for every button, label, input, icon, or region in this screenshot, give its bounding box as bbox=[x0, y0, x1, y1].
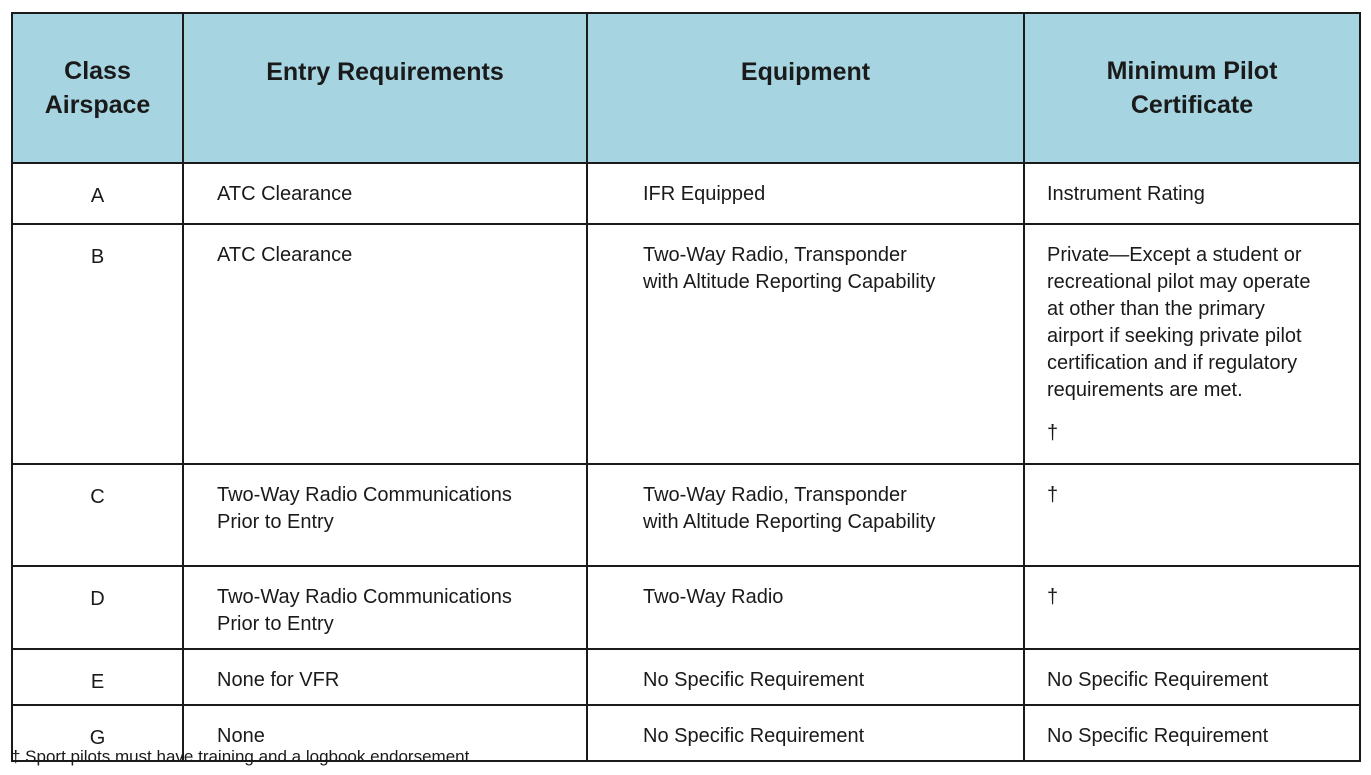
table-body bbox=[12, 163, 1360, 761]
equipment-cell bbox=[587, 649, 1024, 705]
equipment-text: No Specific Requirement bbox=[643, 725, 865, 747]
class-letter: E bbox=[90, 671, 105, 693]
class-letter: B bbox=[90, 246, 105, 268]
pilot-certificate-text: airport if seeking private pilot bbox=[1047, 325, 1302, 347]
class-cell-content bbox=[13, 650, 182, 696]
minimum-pilot-certificate-cell bbox=[1024, 566, 1360, 649]
entry-requirements-cell bbox=[183, 464, 587, 566]
equipment-cell-content bbox=[588, 465, 1023, 546]
minimum-pilot-certificate-cell bbox=[1024, 649, 1360, 705]
header-row bbox=[12, 13, 1360, 163]
equipment-cell bbox=[587, 464, 1024, 566]
table-row bbox=[12, 566, 1360, 649]
minimum-pilot-certificate-cell-content bbox=[1025, 225, 1359, 457]
class-cell bbox=[12, 163, 183, 224]
sport-pilot-footnote: † Sport pilots must have training and a logbook endorsement. bbox=[11, 747, 475, 766]
class-letter: D bbox=[90, 588, 105, 610]
minimum-pilot-certificate-cell-content bbox=[1025, 567, 1359, 621]
pilot-certificate-text: at other than the primary bbox=[1047, 298, 1265, 320]
class-cell-content bbox=[13, 567, 182, 613]
class-cell bbox=[12, 464, 183, 566]
equipment-cell-content bbox=[588, 164, 1023, 218]
pilot-certificate-text: † bbox=[1047, 586, 1059, 608]
pilot-certificate-text: Private—Except a student or bbox=[1047, 244, 1302, 266]
entry-requirements-cell-content bbox=[184, 567, 586, 648]
minimum-pilot-certificate-cell-content bbox=[1025, 164, 1359, 218]
header-equipment-label: Equipment bbox=[740, 57, 871, 86]
equipment-text: Two-Way Radio, Transponder bbox=[643, 484, 907, 506]
pilot-certificate-text: requirements are met. bbox=[1047, 379, 1243, 401]
equipment-text: Two-Way Radio, Transponder bbox=[643, 244, 907, 266]
header-entry-requirements bbox=[183, 13, 587, 163]
equipment-text: No Specific Requirement bbox=[643, 669, 865, 691]
entry-requirements-cell bbox=[183, 224, 587, 464]
pilot-certificate-text: † bbox=[1047, 484, 1059, 506]
class-cell-content bbox=[13, 465, 182, 511]
table-row bbox=[12, 163, 1360, 224]
entry-requirement-text: None bbox=[217, 725, 265, 747]
class-cell-content bbox=[13, 225, 182, 271]
equipment-cell bbox=[587, 163, 1024, 224]
header-equipment bbox=[587, 13, 1024, 163]
equipment-text: with Altitude Reporting Capability bbox=[643, 271, 936, 293]
minimum-pilot-certificate-cell bbox=[1024, 464, 1360, 566]
equipment-cell bbox=[587, 705, 1024, 761]
header-minimum-pilot-certificate bbox=[1024, 13, 1360, 163]
equipment-cell-content bbox=[588, 706, 1023, 760]
entry-requirements-cell-content bbox=[184, 164, 586, 218]
equipment-text: with Altitude Reporting Capability bbox=[643, 511, 936, 533]
class-cell bbox=[12, 224, 183, 464]
minimum-pilot-certificate-cell bbox=[1024, 224, 1360, 464]
table-row bbox=[12, 649, 1360, 705]
class-cell-content bbox=[13, 164, 182, 210]
class-cell bbox=[12, 649, 183, 705]
header-pilot-line1: Minimum Pilot bbox=[1106, 57, 1278, 85]
entry-requirement-text: Prior to Entry bbox=[217, 511, 334, 533]
entry-requirement-text: ATC Clearance bbox=[217, 244, 353, 266]
table-row bbox=[12, 224, 1360, 464]
minimum-pilot-certificate-cell-content bbox=[1025, 706, 1359, 760]
entry-requirement-text: ATC Clearance bbox=[217, 183, 353, 205]
equipment-cell-content bbox=[588, 650, 1023, 704]
equipment-cell-content bbox=[588, 567, 1023, 621]
class-letter: A bbox=[90, 185, 105, 207]
minimum-pilot-certificate-cell-content bbox=[1025, 465, 1359, 519]
equipment-cell-content bbox=[588, 225, 1023, 306]
entry-requirement-text: Two-Way Radio Communications bbox=[217, 484, 512, 506]
entry-requirements-cell bbox=[183, 566, 587, 649]
header-class-airspace bbox=[12, 13, 183, 163]
entry-requirement-text: Prior to Entry bbox=[217, 613, 334, 635]
entry-requirement-text: Two-Way Radio Communications bbox=[217, 586, 512, 608]
pilot-certificate-text: Instrument Rating bbox=[1047, 183, 1205, 205]
entry-requirements-cell-content bbox=[184, 650, 586, 704]
class-letter: G bbox=[89, 727, 106, 749]
pilot-certificate-text: No Specific Requirement bbox=[1047, 725, 1269, 747]
equipment-cell bbox=[587, 224, 1024, 464]
header-class-line2: Airspace bbox=[44, 91, 151, 119]
sport-pilot-dagger-note: † bbox=[1047, 422, 1059, 444]
equipment-text: IFR Equipped bbox=[643, 183, 766, 205]
header-class-line1: Class bbox=[64, 57, 131, 85]
header-entry-label: Entry Requirements bbox=[266, 57, 504, 86]
equipment-text: Two-Way Radio bbox=[643, 586, 784, 608]
pilot-certificate-text: No Specific Requirement bbox=[1047, 669, 1269, 691]
entry-requirements-cell bbox=[183, 649, 587, 705]
entry-requirements-cell bbox=[183, 163, 587, 224]
class-letter: C bbox=[90, 486, 105, 508]
entry-requirements-cell-content bbox=[184, 225, 586, 279]
minimum-pilot-certificate-cell bbox=[1024, 163, 1360, 224]
table-row bbox=[12, 464, 1360, 566]
pilot-certificate-text: certification and if regulatory bbox=[1047, 352, 1298, 374]
equipment-cell bbox=[587, 566, 1024, 649]
class-cell bbox=[12, 566, 183, 649]
minimum-pilot-certificate-cell bbox=[1024, 705, 1360, 761]
pilot-certificate-text: recreational pilot may operate bbox=[1047, 271, 1311, 293]
airspace-requirements-table bbox=[11, 12, 1361, 762]
header-pilot-line2: Certificate bbox=[1130, 91, 1254, 119]
entry-requirements-cell-content bbox=[184, 465, 586, 546]
minimum-pilot-certificate-cell-content bbox=[1025, 650, 1359, 704]
entry-requirement-text: None for VFR bbox=[217, 669, 340, 691]
